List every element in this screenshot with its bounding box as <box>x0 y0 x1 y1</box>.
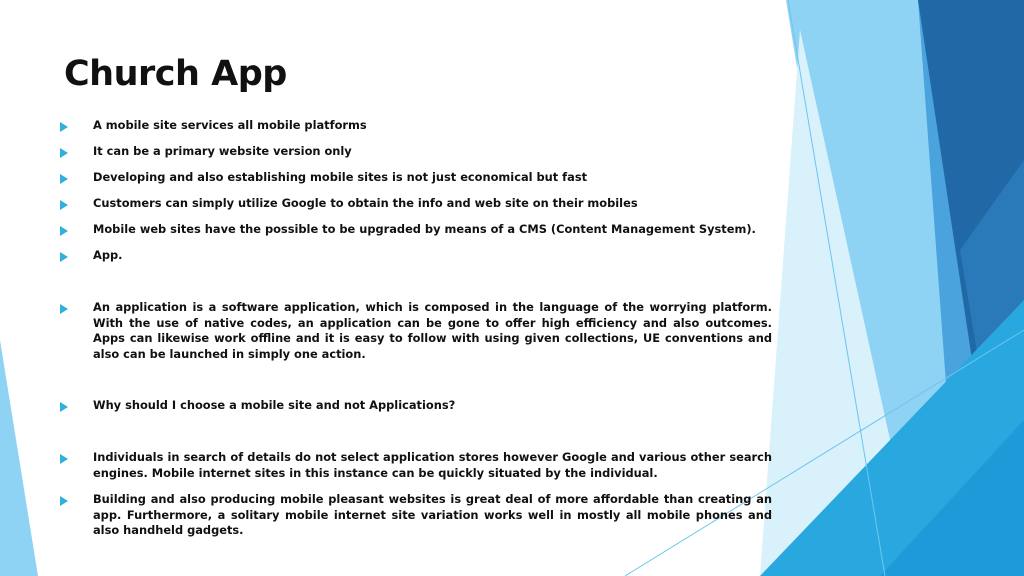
bullet-text: Developing and also establishing mobile sites is not just economical but fast <box>93 170 588 184</box>
bullet-item <box>60 450 772 481</box>
bullet-item <box>60 118 772 134</box>
bullet-arrow-icon <box>60 148 68 158</box>
bullet-item <box>60 222 772 238</box>
bullet-arrow-icon <box>60 226 68 236</box>
bullet-item <box>60 398 772 414</box>
bullet-arrow-icon <box>60 174 68 184</box>
bullet-arrow-icon <box>60 496 68 506</box>
bullet-arrow-icon <box>60 122 68 132</box>
bullet-arrow-icon <box>60 402 68 412</box>
slide-title: Church App <box>64 54 287 94</box>
bullet-text: Individuals in search of details do not select application stores however Google and various other search engines. Mobile internet sites in this instance can be quickly situated by the individual. <box>93 450 772 480</box>
bullet-item <box>60 170 772 186</box>
bullet-item <box>60 300 772 362</box>
bullet-item <box>60 144 772 160</box>
bullet-arrow-icon <box>60 200 68 210</box>
bullet-arrow-icon <box>60 252 68 262</box>
bullet-text: Mobile web sites have the possible to be upgraded by means of a CMS (Content Management System). <box>93 222 756 236</box>
bullet-text: Customers can simply utilize Google to obtain the info and web site on their mobiles <box>93 196 638 210</box>
left-edge-shape <box>0 340 38 576</box>
bullet-item <box>60 492 772 539</box>
bullet-arrow-icon <box>60 454 68 464</box>
bullet-text: An application is a software application, which is composed in the language of the worrying platform. With the use of native codes, an application can be gone to offer high efficiency and also outcomes. Apps can likewise work offline and it is easy to follow with using given collections, UE conventions and also can be launched in simply one action. <box>93 300 772 361</box>
bullet-item <box>60 196 772 212</box>
bullet-text: It can be a primary website version only <box>93 144 352 158</box>
bullet-text: A mobile site services all mobile platforms <box>93 118 367 132</box>
bullet-item <box>60 248 772 264</box>
bullet-text: Why should I choose a mobile site and not Applications? <box>93 398 456 412</box>
bullet-text: Building and also producing mobile pleasant websites is great deal of more affordable than creating an app. Furthermore, a solitary mobile internet site variation works well in mostly all mobile phones and also handheld gadgets. <box>93 492 772 537</box>
bullet-arrow-icon <box>60 304 68 314</box>
bullet-text: App. <box>93 248 123 262</box>
